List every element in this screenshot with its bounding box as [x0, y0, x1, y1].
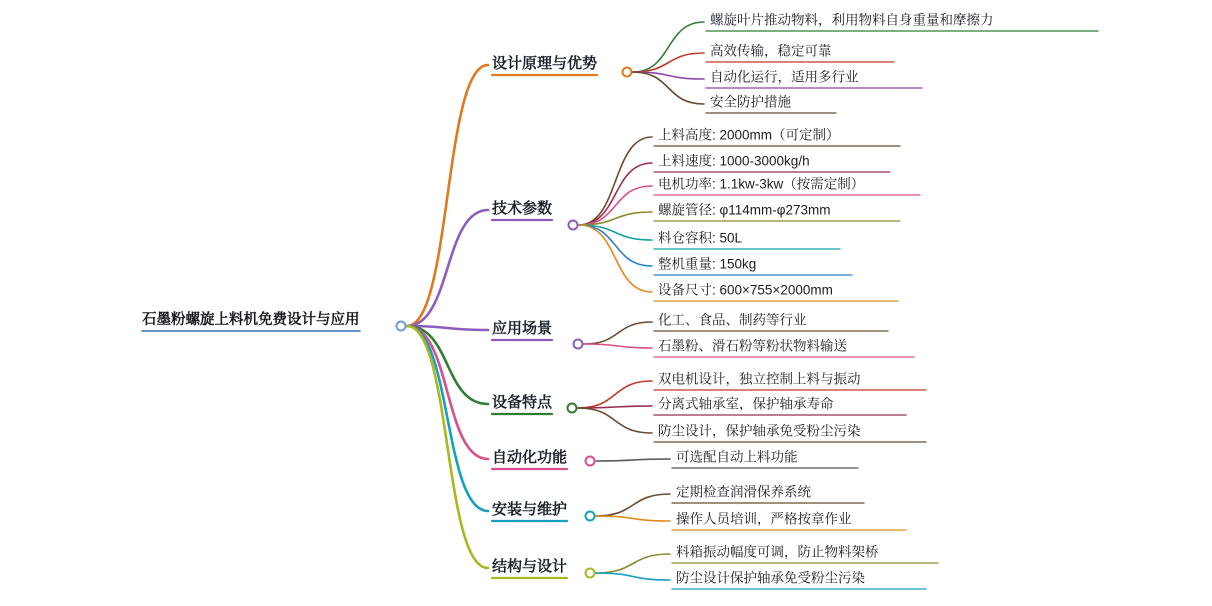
mindmap-edge: [578, 408, 652, 433]
leaf-label-0-1[interactable]: 高效传输，稳定可靠: [710, 43, 832, 59]
mindmap-edge: [407, 210, 488, 326]
node-dot[interactable]: [396, 321, 407, 332]
leaf-label-1-5[interactable]: 整机重量: 150kg: [658, 256, 757, 272]
mindmap-edge: [633, 72, 704, 104]
leaf-label-2-0[interactable]: 化工、食品、制药等行业: [658, 312, 807, 328]
leaf-label-5-0[interactable]: 定期检查润滑保养系统: [676, 484, 811, 500]
leaf-label-5-1[interactable]: 操作人员培训，严格按章作业: [676, 511, 852, 527]
mindmap-edge: [407, 326, 488, 511]
branch-label-2[interactable]: 应用场景: [492, 319, 553, 337]
mindmap-edge: [407, 65, 488, 326]
branch-label-6[interactable]: 结构与设计: [492, 557, 568, 575]
mindmap-edge: [633, 22, 704, 72]
leaf-label-0-2[interactable]: 自动化运行，适用多行业: [710, 69, 859, 85]
node-dot[interactable]: [567, 403, 578, 414]
leaf-label-1-0[interactable]: 上料高度: 2000mm（可定制）: [658, 127, 840, 143]
leaf-label-3-0[interactable]: 双电机设计，独立控制上料与振动: [658, 371, 861, 387]
mindmap-edge: [579, 163, 652, 225]
branch-label-4[interactable]: 自动化功能: [492, 448, 568, 466]
node-dot[interactable]: [585, 456, 596, 467]
mindmap-edge: [596, 459, 670, 461]
mindmap-root-label[interactable]: 石墨粉螺旋上料机免费设计与应用: [142, 312, 360, 329]
mindmap-edge: [584, 344, 652, 348]
leaf-label-6-1[interactable]: 防尘设计保护轴承免受粉尘污染: [676, 570, 865, 586]
leaf-label-0-3[interactable]: 安全防护措施: [710, 94, 791, 110]
mindmap-edge: [584, 322, 652, 344]
node-dot[interactable]: [585, 511, 596, 522]
leaf-label-1-3[interactable]: 螺旋管径: φ114mm-φ273mm: [658, 202, 831, 218]
leaf-label-1-2[interactable]: 电机功率: 1.1kw-3kw（按需定制）: [658, 176, 865, 192]
leaf-label-3-2[interactable]: 防尘设计，保护轴承免受粉尘污染: [658, 423, 861, 439]
mindmap-edge: [579, 225, 652, 292]
mindmap-edge: [596, 554, 670, 573]
leaf-label-0-0[interactable]: 螺旋叶片推动物料，利用物料自身重量和摩擦力: [710, 12, 994, 28]
branch-label-1[interactable]: 技术参数: [492, 199, 553, 217]
mindmap-edge: [596, 573, 670, 580]
leaf-label-3-1[interactable]: 分离式轴承室，保护轴承寿命: [658, 396, 834, 412]
node-dot[interactable]: [573, 339, 584, 350]
branch-label-0[interactable]: 设计原理与优势: [492, 54, 598, 72]
leaf-label-6-0[interactable]: 料箱振动幅度可调，防止物料架桥: [676, 544, 879, 560]
leaf-label-1-6[interactable]: 设备尺寸: 600×755×2000mm: [658, 282, 833, 298]
branch-label-5[interactable]: 安装与维护: [492, 500, 568, 518]
branch-label-3[interactable]: 设备特点: [492, 393, 553, 411]
leaf-label-4-0[interactable]: 可选配自动上料功能: [676, 449, 798, 465]
mindmap-edge: [596, 494, 670, 516]
node-dot[interactable]: [622, 67, 633, 78]
mindmap-edge: [596, 516, 670, 521]
mindmap-edge: [578, 381, 652, 408]
leaf-label-1-1[interactable]: 上料速度: 1000-3000kg/h: [658, 153, 810, 169]
mindmap-edge: [633, 53, 704, 72]
leaf-label-2-1[interactable]: 石墨粉、滑石粉等粉状物料输送: [658, 338, 847, 354]
node-dot[interactable]: [585, 568, 596, 579]
node-dot[interactable]: [568, 220, 579, 231]
leaf-label-1-4[interactable]: 料仓容积: 50L: [658, 230, 743, 246]
